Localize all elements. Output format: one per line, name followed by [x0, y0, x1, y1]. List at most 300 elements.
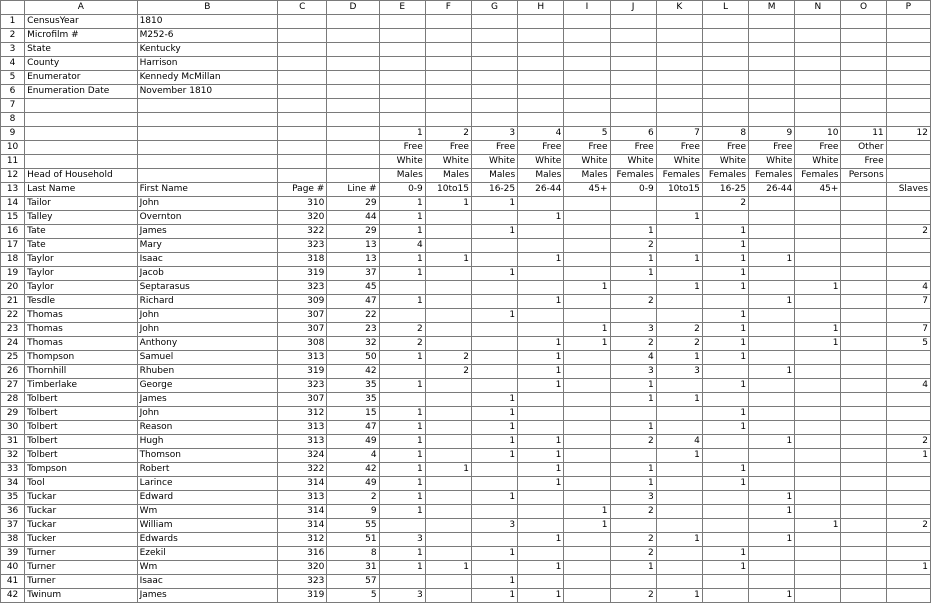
- cell-e39[interactable]: 1: [379, 547, 425, 561]
- cell-l3[interactable]: [702, 43, 748, 57]
- cell-p19[interactable]: [886, 267, 930, 281]
- cell-c7[interactable]: [278, 99, 327, 113]
- cell-n4[interactable]: [795, 57, 841, 71]
- cell-n37[interactable]: 1: [795, 519, 841, 533]
- cell-j10[interactable]: Free: [610, 141, 656, 155]
- cell-c11[interactable]: [278, 155, 327, 169]
- cell-k33[interactable]: [656, 463, 702, 477]
- cell-l36[interactable]: [702, 505, 748, 519]
- cell-d22[interactable]: 22: [327, 309, 379, 323]
- cell-f9[interactable]: 2: [425, 127, 471, 141]
- cell-b23[interactable]: John: [137, 323, 278, 337]
- cell-p32[interactable]: 1: [886, 449, 930, 463]
- cell-h26[interactable]: 1: [518, 365, 564, 379]
- row-header[interactable]: 41: [1, 575, 25, 589]
- cell-h27[interactable]: 1: [518, 379, 564, 393]
- column-header-a[interactable]: A: [25, 1, 137, 15]
- cell-o29[interactable]: [841, 407, 886, 421]
- cell-c6[interactable]: [278, 85, 327, 99]
- cell-d20[interactable]: 45: [327, 281, 379, 295]
- row-header[interactable]: 3: [1, 43, 25, 57]
- cell-f24[interactable]: [425, 337, 471, 351]
- cell-i22[interactable]: [564, 309, 610, 323]
- cell-k24[interactable]: 2: [656, 337, 702, 351]
- cell-p20[interactable]: 4: [886, 281, 930, 295]
- cell-e37[interactable]: [379, 519, 425, 533]
- cell-b11[interactable]: [137, 155, 278, 169]
- cell-m31[interactable]: 1: [749, 435, 795, 449]
- cell-o16[interactable]: [841, 225, 886, 239]
- cell-o5[interactable]: [841, 71, 886, 85]
- cell-d29[interactable]: 15: [327, 407, 379, 421]
- cell-o28[interactable]: [841, 393, 886, 407]
- cell-j35[interactable]: 3: [610, 491, 656, 505]
- cell-b19[interactable]: Jacob: [137, 267, 278, 281]
- cell-h30[interactable]: [518, 421, 564, 435]
- cell-d41[interactable]: 57: [327, 575, 379, 589]
- cell-k6[interactable]: [656, 85, 702, 99]
- cell-j23[interactable]: 3: [610, 323, 656, 337]
- cell-f19[interactable]: [425, 267, 471, 281]
- cell-n35[interactable]: [795, 491, 841, 505]
- cell-g33[interactable]: [471, 463, 517, 477]
- cell-g31[interactable]: 1: [471, 435, 517, 449]
- cell-a21[interactable]: Tesdle: [25, 295, 137, 309]
- cell-l39[interactable]: 1: [702, 547, 748, 561]
- cell-i7[interactable]: [564, 99, 610, 113]
- cell-b25[interactable]: Samuel: [137, 351, 278, 365]
- cell-g12[interactable]: Males: [471, 169, 517, 183]
- cell-p40[interactable]: 1: [886, 561, 930, 575]
- cell-i6[interactable]: [564, 85, 610, 99]
- cell-m34[interactable]: [749, 477, 795, 491]
- row-header[interactable]: 17: [1, 239, 25, 253]
- cell-m19[interactable]: [749, 267, 795, 281]
- cell-i28[interactable]: [564, 393, 610, 407]
- row-header[interactable]: 8: [1, 113, 25, 127]
- row-header[interactable]: 16: [1, 225, 25, 239]
- cell-l18[interactable]: 1: [702, 253, 748, 267]
- cell-g28[interactable]: 1: [471, 393, 517, 407]
- cell-h31[interactable]: 1: [518, 435, 564, 449]
- cell-o39[interactable]: [841, 547, 886, 561]
- cell-n32[interactable]: [795, 449, 841, 463]
- cell-e20[interactable]: [379, 281, 425, 295]
- cell-d39[interactable]: 8: [327, 547, 379, 561]
- cell-e5[interactable]: [379, 71, 425, 85]
- cell-d23[interactable]: 23: [327, 323, 379, 337]
- cell-g36[interactable]: [471, 505, 517, 519]
- cell-e38[interactable]: 3: [379, 533, 425, 547]
- cell-k35[interactable]: [656, 491, 702, 505]
- cell-a17[interactable]: Tate: [25, 239, 137, 253]
- cell-g34[interactable]: [471, 477, 517, 491]
- cell-d17[interactable]: 13: [327, 239, 379, 253]
- cell-e33[interactable]: 1: [379, 463, 425, 477]
- cell-c5[interactable]: [278, 71, 327, 85]
- cell-h20[interactable]: [518, 281, 564, 295]
- cell-e24[interactable]: 2: [379, 337, 425, 351]
- cell-p15[interactable]: [886, 211, 930, 225]
- cell-i5[interactable]: [564, 71, 610, 85]
- row-header[interactable]: 27: [1, 379, 25, 393]
- row-header[interactable]: 26: [1, 365, 25, 379]
- cell-o40[interactable]: [841, 561, 886, 575]
- row-header[interactable]: 23: [1, 323, 25, 337]
- cell-f3[interactable]: [425, 43, 471, 57]
- cell-e8[interactable]: [379, 113, 425, 127]
- cell-d35[interactable]: 2: [327, 491, 379, 505]
- cell-i26[interactable]: [564, 365, 610, 379]
- cell-i29[interactable]: [564, 407, 610, 421]
- cell-p9[interactable]: 12: [886, 127, 930, 141]
- cell-h4[interactable]: [518, 57, 564, 71]
- cell-d37[interactable]: 55: [327, 519, 379, 533]
- cell-m5[interactable]: [749, 71, 795, 85]
- cell-h29[interactable]: [518, 407, 564, 421]
- cell-k2[interactable]: [656, 29, 702, 43]
- cell-l33[interactable]: 1: [702, 463, 748, 477]
- cell-c28[interactable]: 307: [278, 393, 327, 407]
- cell-l37[interactable]: [702, 519, 748, 533]
- cell-b38[interactable]: Edwards: [137, 533, 278, 547]
- cell-g11[interactable]: White: [471, 155, 517, 169]
- row-header[interactable]: 12: [1, 169, 25, 183]
- cell-h1[interactable]: [518, 15, 564, 29]
- cell-m38[interactable]: 1: [749, 533, 795, 547]
- cell-j6[interactable]: [610, 85, 656, 99]
- cell-g23[interactable]: [471, 323, 517, 337]
- cell-g26[interactable]: [471, 365, 517, 379]
- cell-e42[interactable]: 3: [379, 589, 425, 603]
- row-header[interactable]: 6: [1, 85, 25, 99]
- cell-e6[interactable]: [379, 85, 425, 99]
- cell-g38[interactable]: [471, 533, 517, 547]
- cell-i34[interactable]: [564, 477, 610, 491]
- cell-c16[interactable]: 322: [278, 225, 327, 239]
- cell-b41[interactable]: Isaac: [137, 575, 278, 589]
- cell-n23[interactable]: 1: [795, 323, 841, 337]
- cell-c1[interactable]: [278, 15, 327, 29]
- cell-e12[interactable]: Males: [379, 169, 425, 183]
- cell-f5[interactable]: [425, 71, 471, 85]
- cell-f32[interactable]: [425, 449, 471, 463]
- cell-c15[interactable]: 320: [278, 211, 327, 225]
- cell-k17[interactable]: [656, 239, 702, 253]
- cell-d31[interactable]: 49: [327, 435, 379, 449]
- cell-k39[interactable]: [656, 547, 702, 561]
- cell-a34[interactable]: Tool: [25, 477, 137, 491]
- cell-b33[interactable]: Robert: [137, 463, 278, 477]
- cell-k38[interactable]: 1: [656, 533, 702, 547]
- cell-i36[interactable]: 1: [564, 505, 610, 519]
- cell-b10[interactable]: [137, 141, 278, 155]
- cell-c10[interactable]: [278, 141, 327, 155]
- cell-c12[interactable]: [278, 169, 327, 183]
- cell-b37[interactable]: William: [137, 519, 278, 533]
- cell-b26[interactable]: Rhuben: [137, 365, 278, 379]
- cell-k10[interactable]: Free: [656, 141, 702, 155]
- cell-j15[interactable]: [610, 211, 656, 225]
- cell-n5[interactable]: [795, 71, 841, 85]
- cell-n18[interactable]: [795, 253, 841, 267]
- cell-a19[interactable]: Taylor: [25, 267, 137, 281]
- cell-d15[interactable]: 44: [327, 211, 379, 225]
- cell-o6[interactable]: [841, 85, 886, 99]
- cell-o37[interactable]: [841, 519, 886, 533]
- cell-j32[interactable]: [610, 449, 656, 463]
- cell-d33[interactable]: 42: [327, 463, 379, 477]
- cell-a28[interactable]: Tolbert: [25, 393, 137, 407]
- cell-d7[interactable]: [327, 99, 379, 113]
- cell-p35[interactable]: [886, 491, 930, 505]
- cell-b27[interactable]: George: [137, 379, 278, 393]
- cell-f35[interactable]: [425, 491, 471, 505]
- cell-k29[interactable]: [656, 407, 702, 421]
- cell-b42[interactable]: James: [137, 589, 278, 603]
- cell-b31[interactable]: Hugh: [137, 435, 278, 449]
- cell-h38[interactable]: 1: [518, 533, 564, 547]
- cell-a41[interactable]: Turner: [25, 575, 137, 589]
- row-header[interactable]: 42: [1, 589, 25, 603]
- cell-o38[interactable]: [841, 533, 886, 547]
- cell-f20[interactable]: [425, 281, 471, 295]
- cell-n39[interactable]: [795, 547, 841, 561]
- cell-m22[interactable]: [749, 309, 795, 323]
- cell-f23[interactable]: [425, 323, 471, 337]
- cell-b4[interactable]: Harrison: [137, 57, 278, 71]
- cell-k4[interactable]: [656, 57, 702, 71]
- cell-p6[interactable]: [886, 85, 930, 99]
- cell-d10[interactable]: [327, 141, 379, 155]
- cell-l1[interactable]: [702, 15, 748, 29]
- cell-n1[interactable]: [795, 15, 841, 29]
- cell-k14[interactable]: [656, 197, 702, 211]
- cell-m17[interactable]: [749, 239, 795, 253]
- cell-l34[interactable]: 1: [702, 477, 748, 491]
- cell-f33[interactable]: 1: [425, 463, 471, 477]
- column-header-b[interactable]: B: [137, 1, 278, 15]
- cell-c40[interactable]: 320: [278, 561, 327, 575]
- cell-g24[interactable]: [471, 337, 517, 351]
- cell-n36[interactable]: [795, 505, 841, 519]
- row-header[interactable]: 28: [1, 393, 25, 407]
- cell-d26[interactable]: 42: [327, 365, 379, 379]
- cell-i11[interactable]: White: [564, 155, 610, 169]
- cell-m42[interactable]: 1: [749, 589, 795, 603]
- cell-p42[interactable]: [886, 589, 930, 603]
- cell-f11[interactable]: White: [425, 155, 471, 169]
- cell-j30[interactable]: 1: [610, 421, 656, 435]
- column-header-o[interactable]: O: [841, 1, 886, 15]
- cell-k5[interactable]: [656, 71, 702, 85]
- column-header-c[interactable]: C: [278, 1, 327, 15]
- cell-e26[interactable]: [379, 365, 425, 379]
- cell-b7[interactable]: [137, 99, 278, 113]
- cell-p29[interactable]: [886, 407, 930, 421]
- cell-n9[interactable]: 10: [795, 127, 841, 141]
- cell-m7[interactable]: [749, 99, 795, 113]
- cell-m9[interactable]: 9: [749, 127, 795, 141]
- cell-i17[interactable]: [564, 239, 610, 253]
- cell-b8[interactable]: [137, 113, 278, 127]
- row-header[interactable]: 10: [1, 141, 25, 155]
- cell-c22[interactable]: 307: [278, 309, 327, 323]
- cell-e15[interactable]: 1: [379, 211, 425, 225]
- row-header[interactable]: 38: [1, 533, 25, 547]
- cell-d11[interactable]: [327, 155, 379, 169]
- cell-i24[interactable]: 1: [564, 337, 610, 351]
- cell-i13[interactable]: 45+: [564, 183, 610, 197]
- cell-m15[interactable]: [749, 211, 795, 225]
- cell-n15[interactable]: [795, 211, 841, 225]
- cell-e4[interactable]: [379, 57, 425, 71]
- cell-i12[interactable]: Males: [564, 169, 610, 183]
- cell-k21[interactable]: [656, 295, 702, 309]
- cell-c4[interactable]: [278, 57, 327, 71]
- cell-a8[interactable]: [25, 113, 137, 127]
- cell-e10[interactable]: Free: [379, 141, 425, 155]
- cell-p5[interactable]: [886, 71, 930, 85]
- cell-c17[interactable]: 323: [278, 239, 327, 253]
- row-header[interactable]: 37: [1, 519, 25, 533]
- cell-c26[interactable]: 319: [278, 365, 327, 379]
- cell-j42[interactable]: 2: [610, 589, 656, 603]
- cell-a26[interactable]: Thornhill: [25, 365, 137, 379]
- cell-o20[interactable]: [841, 281, 886, 295]
- cell-l8[interactable]: [702, 113, 748, 127]
- cell-b2[interactable]: M252-6: [137, 29, 278, 43]
- cell-b40[interactable]: Wm: [137, 561, 278, 575]
- cell-g14[interactable]: 1: [471, 197, 517, 211]
- cell-a42[interactable]: Twinum: [25, 589, 137, 603]
- cell-e27[interactable]: 1: [379, 379, 425, 393]
- cell-k28[interactable]: 1: [656, 393, 702, 407]
- cell-k3[interactable]: [656, 43, 702, 57]
- cell-j26[interactable]: 3: [610, 365, 656, 379]
- row-header[interactable]: 5: [1, 71, 25, 85]
- cell-e7[interactable]: [379, 99, 425, 113]
- cell-n27[interactable]: [795, 379, 841, 393]
- cell-h23[interactable]: [518, 323, 564, 337]
- cell-i23[interactable]: 1: [564, 323, 610, 337]
- cell-n31[interactable]: [795, 435, 841, 449]
- cell-e1[interactable]: [379, 15, 425, 29]
- column-header-m[interactable]: M: [749, 1, 795, 15]
- cell-e40[interactable]: 1: [379, 561, 425, 575]
- cell-j20[interactable]: [610, 281, 656, 295]
- cell-e17[interactable]: 4: [379, 239, 425, 253]
- cell-d6[interactable]: [327, 85, 379, 99]
- column-header-d[interactable]: D: [327, 1, 379, 15]
- cell-n17[interactable]: [795, 239, 841, 253]
- cell-g4[interactable]: [471, 57, 517, 71]
- cell-p22[interactable]: [886, 309, 930, 323]
- cell-a4[interactable]: County: [25, 57, 137, 71]
- cell-m13[interactable]: 26-44: [749, 183, 795, 197]
- cell-d24[interactable]: 32: [327, 337, 379, 351]
- cell-i33[interactable]: [564, 463, 610, 477]
- cell-i9[interactable]: 5: [564, 127, 610, 141]
- cell-l6[interactable]: [702, 85, 748, 99]
- cell-m32[interactable]: [749, 449, 795, 463]
- cell-c29[interactable]: 312: [278, 407, 327, 421]
- cell-i1[interactable]: [564, 15, 610, 29]
- cell-i25[interactable]: [564, 351, 610, 365]
- cell-k27[interactable]: [656, 379, 702, 393]
- cell-n33[interactable]: [795, 463, 841, 477]
- cell-f25[interactable]: 2: [425, 351, 471, 365]
- cell-n25[interactable]: [795, 351, 841, 365]
- cell-l29[interactable]: 1: [702, 407, 748, 421]
- cell-b16[interactable]: James: [137, 225, 278, 239]
- cell-f30[interactable]: [425, 421, 471, 435]
- cell-j22[interactable]: [610, 309, 656, 323]
- cell-f37[interactable]: [425, 519, 471, 533]
- cell-b24[interactable]: Anthony: [137, 337, 278, 351]
- row-header[interactable]: 35: [1, 491, 25, 505]
- cell-p12[interactable]: [886, 169, 930, 183]
- cell-a13[interactable]: Last Name: [25, 183, 137, 197]
- cell-l27[interactable]: 1: [702, 379, 748, 393]
- cell-p18[interactable]: [886, 253, 930, 267]
- cell-m30[interactable]: [749, 421, 795, 435]
- cell-o35[interactable]: [841, 491, 886, 505]
- cell-p2[interactable]: [886, 29, 930, 43]
- cell-l26[interactable]: [702, 365, 748, 379]
- cell-e31[interactable]: 1: [379, 435, 425, 449]
- cell-m28[interactable]: [749, 393, 795, 407]
- cell-h8[interactable]: [518, 113, 564, 127]
- cell-h12[interactable]: Males: [518, 169, 564, 183]
- cell-a12[interactable]: Head of Household: [25, 169, 137, 183]
- row-header[interactable]: 13: [1, 183, 25, 197]
- cell-l14[interactable]: 2: [702, 197, 748, 211]
- cell-k42[interactable]: 1: [656, 589, 702, 603]
- cell-p39[interactable]: [886, 547, 930, 561]
- cell-e3[interactable]: [379, 43, 425, 57]
- cell-o11[interactable]: Free: [841, 155, 886, 169]
- cell-g2[interactable]: [471, 29, 517, 43]
- cell-f27[interactable]: [425, 379, 471, 393]
- column-header-j[interactable]: J: [610, 1, 656, 15]
- cell-l40[interactable]: 1: [702, 561, 748, 575]
- cell-l9[interactable]: 8: [702, 127, 748, 141]
- cell-n19[interactable]: [795, 267, 841, 281]
- cell-f34[interactable]: [425, 477, 471, 491]
- cell-g18[interactable]: [471, 253, 517, 267]
- row-header[interactable]: 19: [1, 267, 25, 281]
- cell-o33[interactable]: [841, 463, 886, 477]
- cell-g30[interactable]: 1: [471, 421, 517, 435]
- row-header[interactable]: 21: [1, 295, 25, 309]
- cell-g21[interactable]: [471, 295, 517, 309]
- cell-p34[interactable]: [886, 477, 930, 491]
- cell-f15[interactable]: [425, 211, 471, 225]
- cell-j34[interactable]: 1: [610, 477, 656, 491]
- cell-j38[interactable]: 2: [610, 533, 656, 547]
- column-header-l[interactable]: L: [702, 1, 748, 15]
- cell-b1[interactable]: 1810: [137, 15, 278, 29]
- cell-j9[interactable]: 6: [610, 127, 656, 141]
- cell-o13[interactable]: [841, 183, 886, 197]
- cell-b14[interactable]: John: [137, 197, 278, 211]
- cell-g17[interactable]: [471, 239, 517, 253]
- cell-l12[interactable]: Females: [702, 169, 748, 183]
- cell-l24[interactable]: 1: [702, 337, 748, 351]
- cell-b30[interactable]: Reason: [137, 421, 278, 435]
- cell-f1[interactable]: [425, 15, 471, 29]
